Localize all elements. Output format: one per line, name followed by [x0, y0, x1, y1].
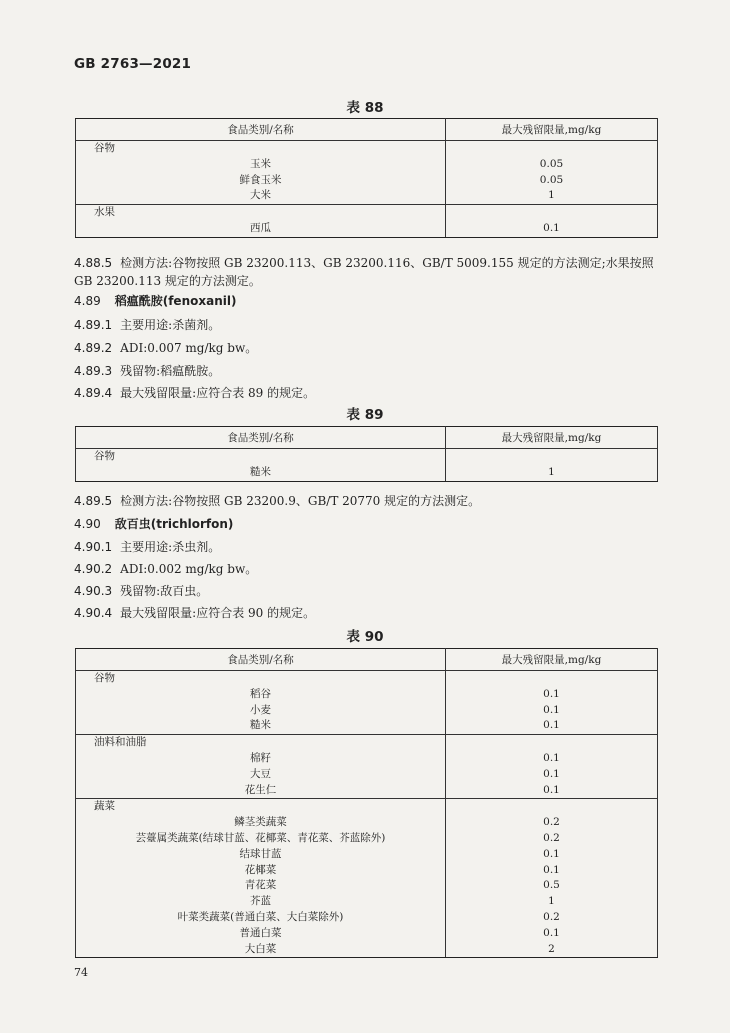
clause-number: 4.90.2	[74, 562, 113, 576]
mrl-value: 0.1	[446, 926, 658, 942]
food-name: 玉米	[76, 157, 446, 173]
table-row	[76, 751, 658, 767]
clause-text: 最大残留限量:应符合表 90 的规定。	[120, 606, 316, 620]
section-4-89-title	[74, 292, 659, 310]
page-number: 74	[74, 966, 88, 979]
mrl-value: 0.05	[446, 173, 658, 189]
table-90	[75, 648, 658, 958]
table-row	[76, 221, 658, 237]
table-row	[76, 863, 658, 879]
section-title: 稻瘟酰胺(fenoxanil)	[114, 294, 237, 308]
table-row	[76, 465, 658, 481]
food-name: 青花菜	[76, 878, 446, 894]
food-name: 芥蓝	[76, 894, 446, 910]
group-name: 水果	[76, 205, 446, 221]
section-number: 4.90	[74, 517, 101, 531]
clause-number: 4.89.2	[74, 341, 113, 355]
mrl-value: 0.1	[446, 687, 658, 703]
mrl-value: 0.1	[446, 718, 658, 734]
mrl-value: 1	[446, 465, 658, 481]
table-row	[76, 173, 658, 189]
table-group-row	[76, 449, 658, 465]
mrl-value: 0.2	[446, 815, 658, 831]
mrl-value: 0.1	[446, 863, 658, 879]
group-name: 谷物	[76, 449, 446, 465]
food-name: 鲜食玉米	[76, 173, 446, 189]
food-name: 大米	[76, 188, 446, 204]
clause-number: 4.89.5	[74, 494, 113, 508]
food-name: 小麦	[76, 703, 446, 719]
food-name: 稻谷	[76, 687, 446, 703]
paragraph-4-89-2	[74, 339, 659, 357]
paragraph-4-90-2	[74, 560, 659, 578]
food-name: 大白菜	[76, 942, 446, 958]
column-header-food: 食品类别/名称	[76, 427, 446, 449]
clause-number: 4.89.3	[74, 364, 113, 378]
clause-text: 残留物:敌百虫。	[120, 584, 209, 598]
mrl-value: 0.1	[446, 221, 658, 237]
group-name: 蔬菜	[76, 799, 446, 815]
food-name: 普通白菜	[76, 926, 446, 942]
food-name: 西瓜	[76, 221, 446, 237]
food-name: 鳞茎类蔬菜	[76, 815, 446, 831]
food-name: 花生仁	[76, 783, 446, 799]
column-header-food: 食品类别/名称	[76, 119, 446, 141]
mrl-value: 2	[446, 942, 658, 958]
table-row	[76, 767, 658, 783]
table-89	[75, 426, 658, 482]
group-value-empty	[446, 205, 658, 221]
column-header-mrl: 最大残留限量,mg/kg	[446, 649, 658, 671]
clause-number: 4.89.1	[74, 318, 113, 332]
clause-text: 检测方法:谷物按照 GB 23200.113、GB 23200.116、GB/T 5009.155 规定的方法测定;水果按照 GB 23200.113 规定的方法测定。	[74, 256, 654, 288]
clause-number: 4.89.4	[74, 386, 113, 400]
table-group-row	[76, 205, 658, 221]
paragraph-4-89-1	[74, 316, 659, 334]
mrl-value: 0.1	[446, 847, 658, 863]
group-value-empty	[446, 671, 658, 687]
clause-number: 4.90.1	[74, 540, 113, 554]
table-row	[76, 910, 658, 926]
table-88-caption: 表 88	[346, 100, 384, 116]
group-name: 油料和油脂	[76, 735, 446, 751]
paragraph-4-88-5	[74, 254, 659, 290]
column-header-food: 食品类别/名称	[76, 649, 446, 671]
clause-text: 主要用途:杀菌剂。	[120, 318, 221, 332]
food-name: 芸薹属类蔬菜(结球甘蓝、花椰菜、青花菜、芥蓝除外)	[76, 831, 446, 847]
table-row	[76, 847, 658, 863]
clause-text: 最大残留限量:应符合表 89 的规定。	[120, 386, 316, 400]
mrl-value: 0.5	[446, 878, 658, 894]
table-row	[76, 188, 658, 204]
clause-text: ADI:0.007 mg/kg bw。	[120, 341, 258, 355]
group-value-empty	[446, 449, 658, 465]
paragraph-4-89-3	[74, 362, 659, 380]
food-name: 糙米	[76, 718, 446, 734]
table-row	[76, 718, 658, 734]
table-88	[75, 118, 658, 238]
mrl-value: 0.1	[446, 767, 658, 783]
food-name: 花椰菜	[76, 863, 446, 879]
paragraph-4-89-5	[74, 492, 659, 510]
table-group-row	[76, 671, 658, 687]
document-code-header: GB 2763—2021	[74, 56, 192, 72]
table-row	[76, 926, 658, 942]
food-name: 棉籽	[76, 751, 446, 767]
column-header-mrl: 最大残留限量,mg/kg	[446, 427, 658, 449]
table-row	[76, 894, 658, 910]
mrl-value: 0.05	[446, 157, 658, 173]
paragraph-4-90-4	[74, 604, 659, 622]
paragraph-4-90-1	[74, 538, 659, 556]
table-row	[76, 157, 658, 173]
group-name: 谷物	[76, 671, 446, 687]
section-4-90-title	[74, 515, 659, 533]
table-row	[76, 815, 658, 831]
food-name: 叶菜类蔬菜(普通白菜、大白菜除外)	[76, 910, 446, 926]
mrl-value: 1	[446, 894, 658, 910]
clause-text: ADI:0.002 mg/kg bw。	[120, 562, 258, 576]
clause-number: 4.88.5	[74, 256, 113, 270]
clause-number: 4.90.3	[74, 584, 113, 598]
table-row	[76, 687, 658, 703]
section-title: 敌百虫(trichlorfon)	[114, 517, 234, 531]
mrl-value: 0.1	[446, 751, 658, 767]
table-group-row	[76, 735, 658, 751]
table-row	[76, 942, 658, 958]
table-row	[76, 878, 658, 894]
mrl-value: 0.1	[446, 703, 658, 719]
food-name: 糙米	[76, 465, 446, 481]
food-name: 大豆	[76, 767, 446, 783]
paragraph-4-90-3	[74, 582, 659, 600]
clause-text: 检测方法:谷物按照 GB 23200.9、GB/T 20770 规定的方法测定。	[120, 494, 481, 508]
table-group-row	[76, 141, 658, 157]
section-number: 4.89	[74, 294, 101, 308]
table-row	[76, 703, 658, 719]
paragraph-4-89-4	[74, 384, 659, 402]
mrl-value: 0.1	[446, 783, 658, 799]
mrl-value: 0.2	[446, 831, 658, 847]
mrl-value: 0.2	[446, 910, 658, 926]
group-value-empty	[446, 141, 658, 157]
clause-text: 主要用途:杀虫剂。	[120, 540, 221, 554]
table-89-caption: 表 89	[346, 407, 384, 423]
table-group-row	[76, 799, 658, 815]
group-value-empty	[446, 735, 658, 751]
table-row	[76, 783, 658, 799]
clause-number: 4.90.4	[74, 606, 113, 620]
group-name: 谷物	[76, 141, 446, 157]
column-header-mrl: 最大残留限量,mg/kg	[446, 119, 658, 141]
table-90-caption: 表 90	[346, 629, 384, 645]
mrl-value: 1	[446, 188, 658, 204]
group-value-empty	[446, 799, 658, 815]
clause-text: 残留物:稻瘟酰胺。	[120, 364, 221, 378]
table-row	[76, 831, 658, 847]
food-name: 结球甘蓝	[76, 847, 446, 863]
